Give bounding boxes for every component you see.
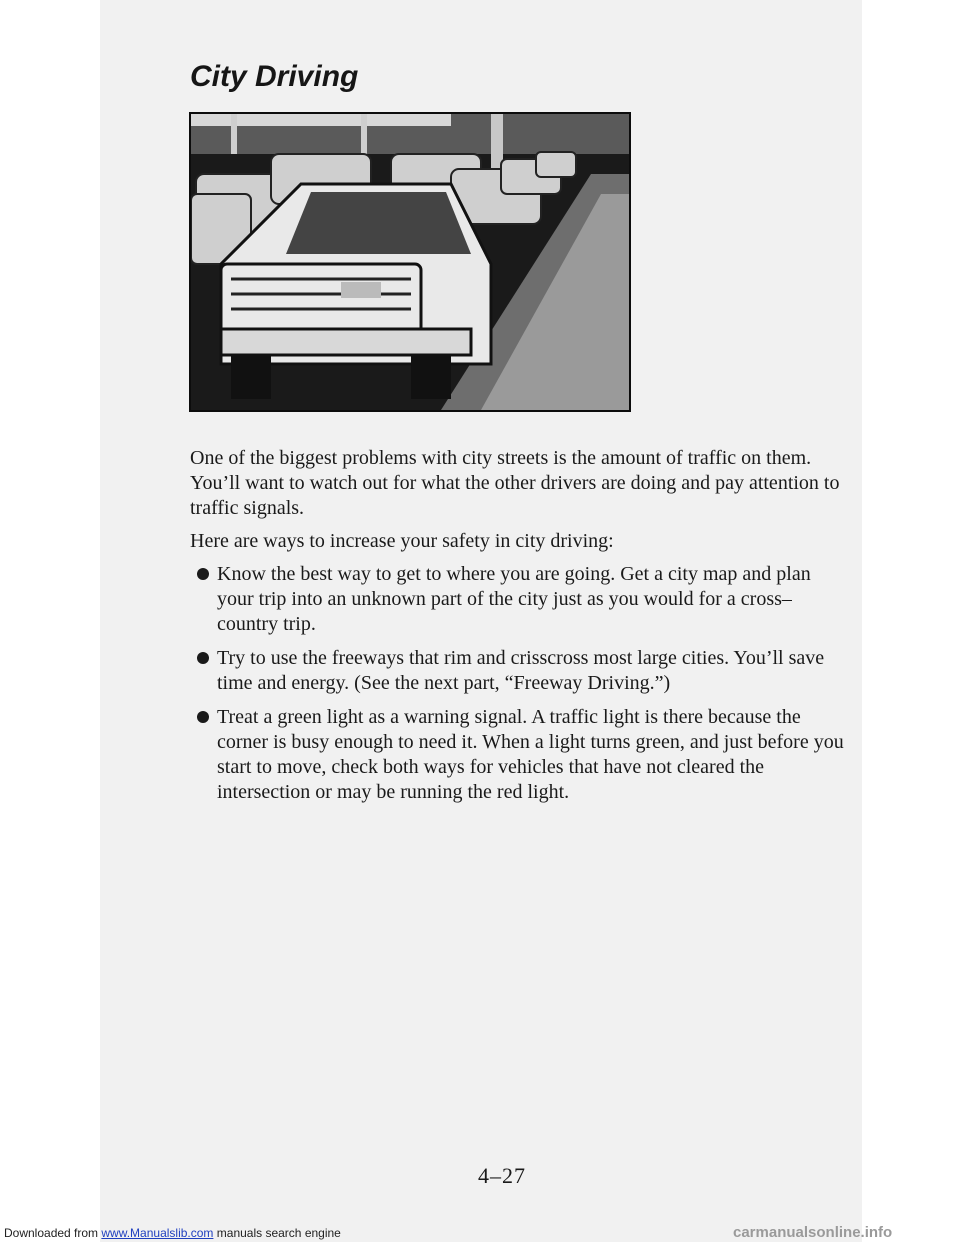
list-item xyxy=(190,705,850,805)
bullet-icon xyxy=(197,568,209,580)
footer-suffix: manuals search engine xyxy=(213,1226,341,1240)
list-item xyxy=(190,646,850,696)
bullet-icon xyxy=(197,652,209,664)
safety-tips-list xyxy=(190,562,850,805)
lead-in-paragraph: Here are ways to increase your safety in city driving: xyxy=(190,530,614,552)
list-item-text: Try to use the freeways that rim and crisscross most large cities. You’ll save time and energy. (See the next part, “Freeway Driving.”) xyxy=(217,647,825,694)
list-item-text: Know the best way to get to where you are going. Get a city map and plan your trip into an unknown part of the city just as you would for a cross–country trip. xyxy=(217,563,811,635)
body-text xyxy=(190,446,850,814)
bullet-icon xyxy=(197,711,209,723)
footer-prefix: Downloaded from xyxy=(4,1226,102,1240)
download-footer xyxy=(4,1226,341,1240)
watermark: carmanualsonline.info xyxy=(733,1224,893,1241)
traffic-illustration xyxy=(189,112,631,412)
list-item xyxy=(190,562,850,637)
page-title: City Driving xyxy=(190,60,359,93)
traffic-scene-image xyxy=(191,114,629,410)
page-number: 4–27 xyxy=(478,1163,526,1188)
list-item-text: Treat a green light as a warning signal. A traffic light is there because the corner is busy enough to need it. When a light turns green, and just before you start to move, check both ways for vehicles that have not cleared the intersection or may be running the red light. xyxy=(217,706,844,803)
intro-paragraph: One of the biggest problems with city streets is the amount of traffic on them. You’ll want to watch out for what the other drivers are doing and pay attention to traffic signals. xyxy=(190,447,840,519)
manualslib-link[interactable]: www.Manualslib.com xyxy=(101,1226,214,1240)
